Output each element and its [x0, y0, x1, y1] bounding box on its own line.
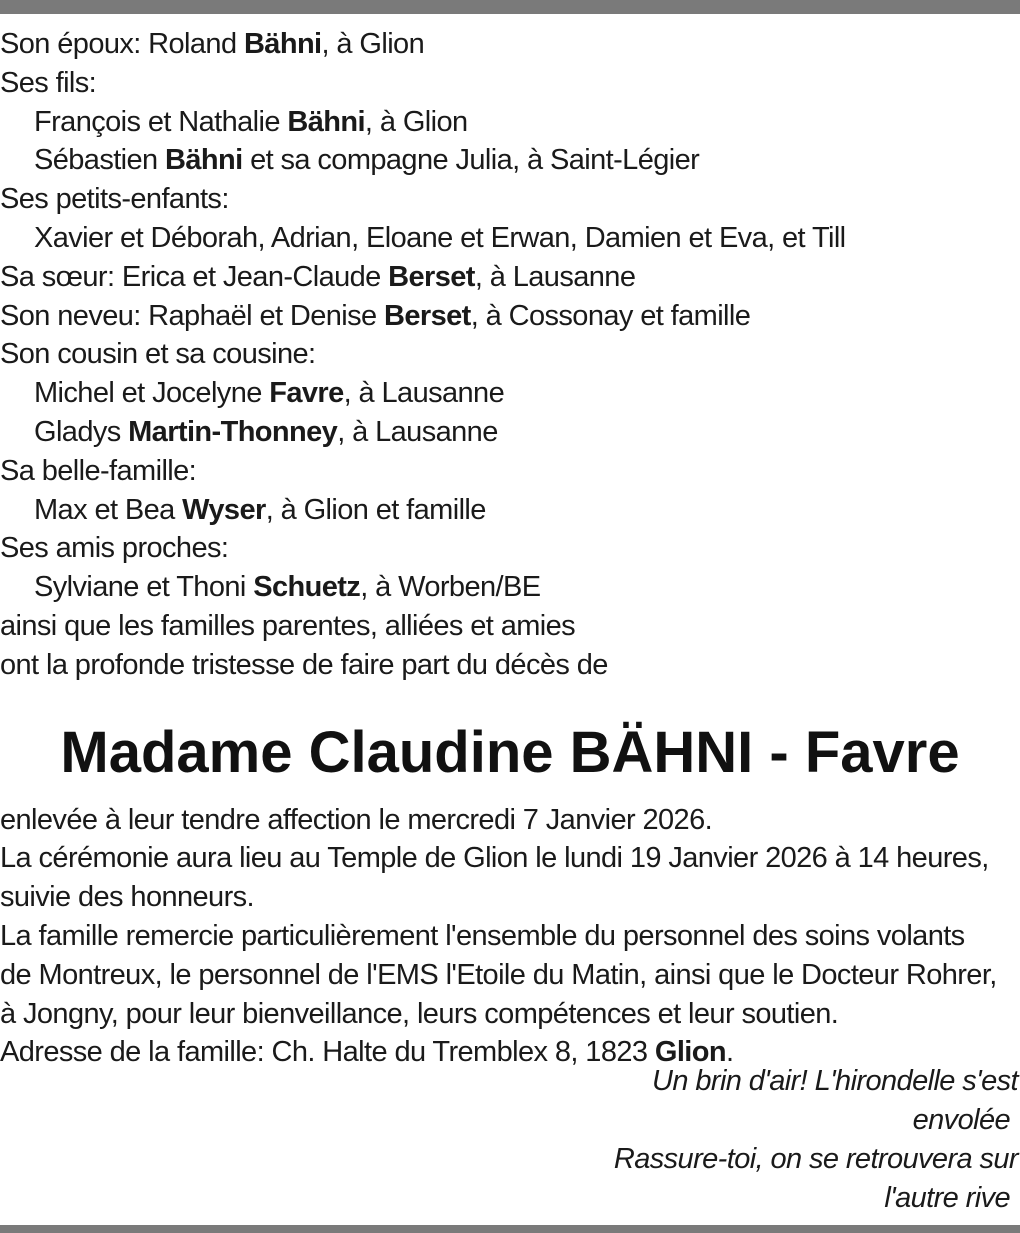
family-line: Son cousin et sa cousine: [0, 338, 316, 371]
family-line: Max et Bea Wyser, à Glion et famille [34, 493, 486, 526]
memorial-quote [578, 1062, 1018, 1218]
top-divider [0, 0, 1020, 14]
family-line: François et Nathalie Bähni, à Glion [34, 105, 468, 138]
deceased-name-heading: Madame Claudine BÄHNI - Favre [60, 719, 960, 785]
quote-line: l'autre rive [884, 1182, 1010, 1214]
family-line: Sa belle-famille: [0, 454, 197, 487]
obituary-body [0, 25, 1020, 1072]
announcement-line: de Montreux, le personnel de l'EMS l'Etoile du Matin, ainsi que le Docteur Rohrer, [0, 958, 997, 991]
announcement-line: à Jongny, pour leur bienveillance, leurs compétences et leur soutien. [0, 997, 839, 1030]
family-line: Ses petits-enfants: [0, 183, 229, 216]
family-line: Michel et Jocelyne Favre, à Lausanne [34, 377, 505, 410]
family-line: ainsi que les familles parentes, alliées et amies [0, 609, 576, 642]
quote-line: envolée [912, 1104, 1010, 1136]
announcement-text [0, 801, 1020, 1073]
bottom-divider [0, 1225, 1020, 1233]
family-line: Son neveu: Raphaël et Denise Berset, à Cossonay et famille [0, 299, 751, 332]
family-line: Sa sœur: Erica et Jean-Claude Berset, à Lausanne [0, 260, 636, 293]
announcement-line: La cérémonie aura lieu au Temple de Glion le lundi 19 Janvier 2026 à 14 heures, [0, 842, 989, 875]
family-address-line: Adresse de la famille: Ch. Halte du Tremblex 8, 1823 Glion. [0, 1036, 734, 1069]
announcement-line: suivie des honneurs. [0, 881, 254, 914]
family-line: Sylviane et Thoni Schuetz, à Worben/BE [34, 571, 541, 604]
family-list [0, 25, 1020, 685]
family-line: ont la profonde tristesse de faire part du décès de [0, 648, 608, 681]
family-line: Gladys Martin-Thonney, à Lausanne [34, 415, 498, 448]
family-line: Son époux: Roland Bähni, à Glion [0, 28, 425, 60]
family-line: Ses fils: [0, 66, 97, 99]
family-line: Ses amis proches: [0, 532, 229, 565]
family-line: Xavier et Déborah, Adrian, Eloane et Erwan, Damien et Eva, et Till [34, 221, 846, 254]
quote-line: Un brin d'air! L'hirondelle s'est [652, 1065, 1018, 1097]
quote-line: Rassure-toi, on se retrouvera sur [613, 1143, 1018, 1175]
announcement-line: La famille remercie particulièrement l'ensemble du personnel des soins volants [0, 919, 965, 952]
family-line: Sébastien Bähni et sa compagne Julia, à Saint-Légier [34, 144, 700, 177]
announcement-line: enlevée à leur tendre affection le mercredi 7 Janvier 2026. [0, 803, 713, 836]
